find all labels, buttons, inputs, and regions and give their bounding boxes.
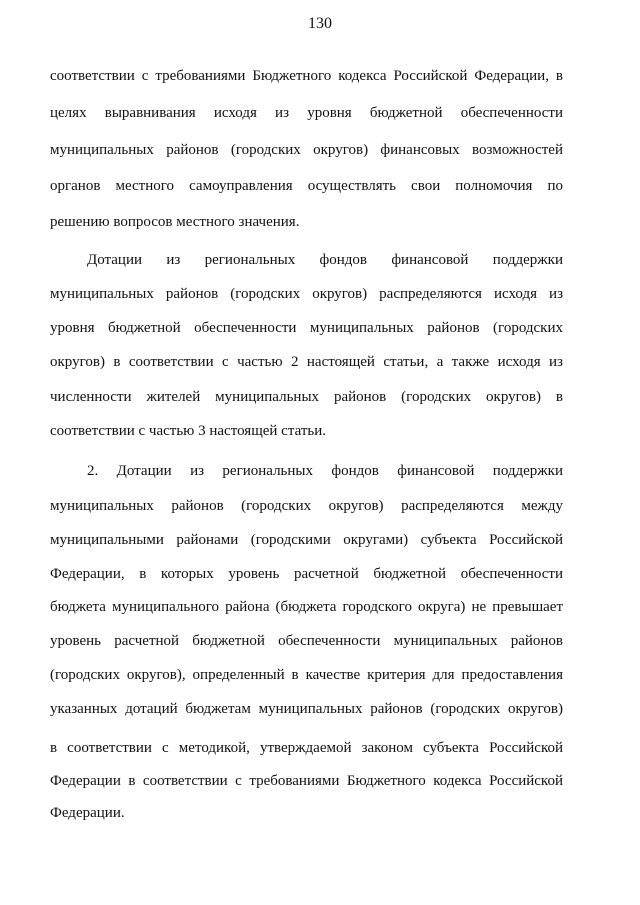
text-line: бюджета муниципального района (бюджета городского округа) не превышает	[50, 599, 563, 615]
text-line: уровня бюджетной обеспеченности муниципальных районов (городских	[50, 320, 563, 336]
text-line: Федерации, в которых уровень расчетной бюджетной обеспеченности	[50, 566, 563, 582]
text-line: указанных дотаций бюджетам муниципальных районов (городских округов)	[50, 701, 563, 717]
text-line: целях выравнивания исходя из уровня бюджетной обеспеченности	[50, 105, 563, 121]
text-line: Федерации.	[50, 805, 125, 821]
text-line: муниципальных районов (городских округов) финансовых возможностей	[50, 142, 563, 158]
text-line: муниципальных районов (городских округов) распределяются исходя из	[50, 286, 563, 302]
text-line: Федерации в соответствии с требованиями Бюджетного кодекса Российской	[50, 773, 563, 789]
text-line: решению вопросов местного значения.	[50, 214, 300, 230]
text-line: муниципальных районов (городских округов) распределяются между	[50, 498, 563, 514]
page-number: 130	[308, 15, 332, 32]
text-line: Дотации из региональных фондов финансовой поддержки	[87, 252, 563, 268]
text-line: органов местного самоуправления осуществлять свои полномочия по	[50, 178, 563, 194]
text-line: округов) в соответствии с частью 2 настоящей статьи, а также исходя из	[50, 354, 563, 370]
text-line: соответствии с требованиями Бюджетного кодекса Российской Федерации, в	[50, 68, 563, 84]
text-line: уровень расчетной бюджетной обеспеченности муниципальных районов	[50, 633, 563, 649]
text-line: муниципальными районами (городскими округами) субъекта Российской	[50, 532, 563, 548]
text-line: соответствии с частью 3 настоящей статьи.	[50, 423, 327, 439]
text-line: в соответствии с методикой, утверждаемой законом субъекта Российской	[50, 740, 563, 756]
text-line: (городских округов), определенный в качестве критерия для предоставления	[50, 667, 563, 683]
text-line: численности жителей муниципальных районов (городских округов) в	[50, 389, 563, 405]
text-line: 2. Дотации из региональных фондов финансовой поддержки	[87, 463, 563, 479]
